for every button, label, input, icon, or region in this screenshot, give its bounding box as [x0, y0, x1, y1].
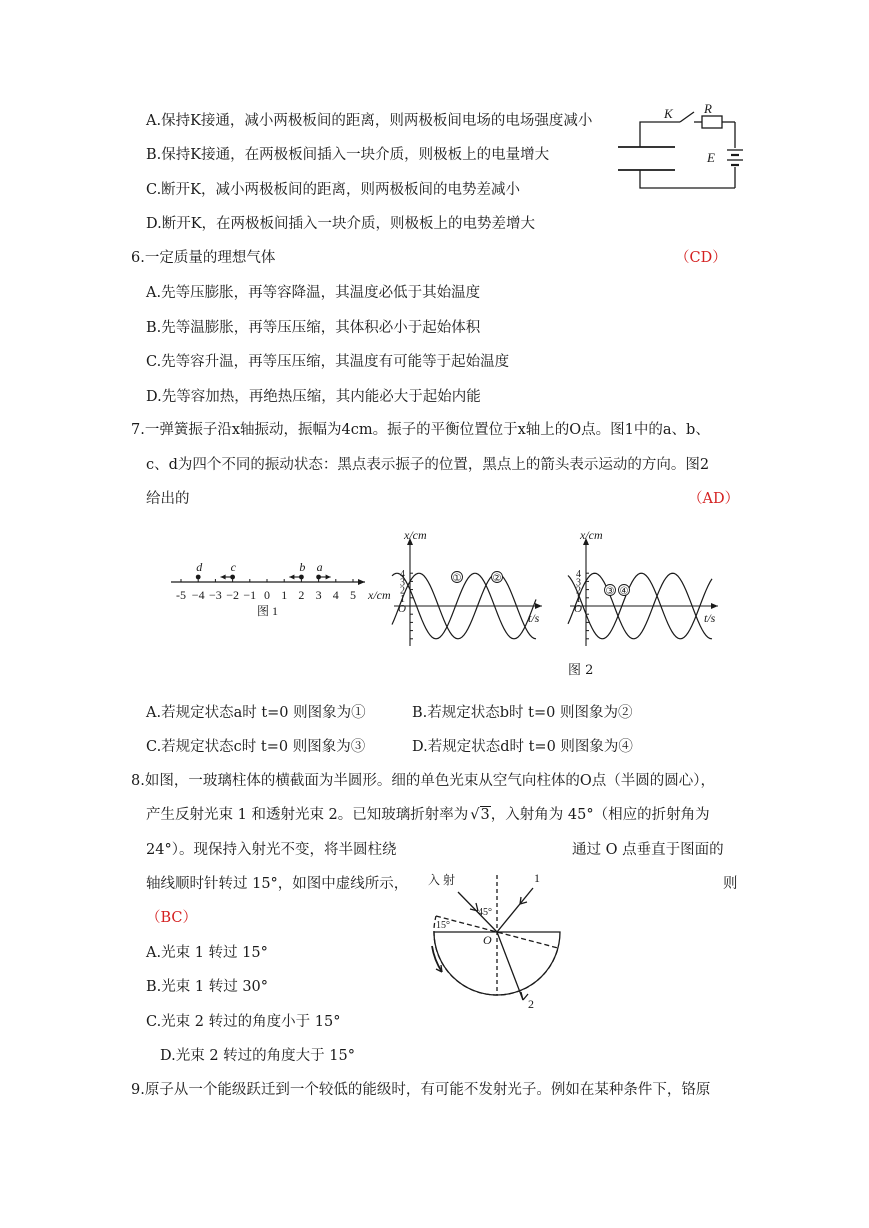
tick-label: 5 — [350, 588, 356, 602]
y-tick-label: 3 — [576, 577, 581, 589]
q8-stem-line4-start: 轴线顺时针转过 15°，如图中虚线所示， — [146, 876, 409, 892]
y-tick-label: 4 — [576, 569, 581, 581]
battery-label: E — [707, 150, 715, 165]
tick-label: 1 — [281, 588, 288, 602]
q6-answer: （CD） — [675, 250, 727, 266]
q5-option-d: D.断开K，在两极板间插入一块介质，则极板上的电势差增大 — [146, 216, 536, 232]
y-tick-label: 2 — [400, 585, 405, 597]
q7-option-c: C.若规定状态c时 t=0 则图象为③ — [146, 739, 366, 755]
tick-label: 3 — [315, 588, 322, 602]
q7-stem-line2: c、d为四个不同的振动状态：黑点表示振子的位置，黑点上的箭头表示运动的方向。图2 — [146, 457, 710, 473]
angle-15-label: 15° — [436, 920, 450, 931]
tick-label: −2 — [226, 588, 239, 602]
state-label-a: a — [316, 560, 323, 574]
y-axis-label: x/cm — [580, 528, 603, 542]
resistor-label: R — [704, 101, 712, 116]
q7-option-d: D.若规定状态d时 t=0 则图象为④ — [412, 739, 633, 755]
axis-arrowhead — [358, 579, 365, 585]
q8-answer: （BC） — [146, 910, 198, 926]
q8-stem-line2-start: 产生反射光束 1 和透射光束 2。已知玻璃折射率为 — [146, 807, 469, 823]
tick-label: -5 — [176, 588, 186, 602]
q5-option-a: A.保持K接通，减小两极板间的距离，则两极板间电场的电场强度减小 — [146, 113, 593, 129]
q5-option-c: C.断开K，减小两极板间的距离，则两极板间的电势差减小 — [146, 182, 521, 198]
figure-2-right-graph — [568, 528, 743, 658]
q7-option-b: B.若规定状态b时 t=0 则图象为② — [412, 705, 633, 721]
tick-label: 2 — [298, 588, 305, 602]
y-tick-label: 1 — [400, 593, 405, 605]
q7-answer: （AD） — [688, 491, 740, 507]
q8-stem-line3-end: 通过 O 点垂直于图面的 — [572, 842, 724, 858]
state-arrowhead-a — [326, 575, 331, 580]
beam-1-label: 1 — [534, 871, 540, 885]
q8-stem-line4-end: 则 — [723, 876, 738, 892]
tick-label: −1 — [243, 588, 257, 602]
curve-marker-label: ② — [492, 573, 502, 584]
q7-option-a: A.若规定状态a时 t=0 则图象为① — [146, 705, 366, 721]
t-axis-arrowhead — [535, 603, 542, 609]
state-label-c: c — [230, 560, 236, 574]
sqrt-radicand: 3 — [480, 807, 490, 823]
curve-marker-label: ① — [452, 573, 462, 584]
q6-option-a: A.先等压膨胀，再等容降温，其温度必低于其始温度 — [146, 285, 481, 301]
q8-stem-line2 — [146, 805, 710, 825]
q7-stem-line3: 给出的 — [146, 491, 190, 507]
t-axis-label: t/s — [704, 611, 716, 625]
figure-2-caption: 图 2 — [568, 663, 594, 678]
axis-label: x/cm — [368, 588, 391, 602]
state-arrowhead-c — [221, 575, 226, 580]
q6-stem: 6.一定质量的理想气体 — [131, 250, 276, 266]
tick-label: −4 — [191, 588, 205, 602]
semicircle-refraction-diagram — [420, 870, 580, 1010]
q5-option-b: B.保持K接通，在两极板间插入一块介质，则极板上的电量增大 — [146, 147, 550, 163]
state-arrowhead-b — [289, 575, 294, 580]
q6-option-d: D.先等容加热，再绝热压缩，其内能必大于起始内能 — [146, 389, 481, 405]
q8-option-a: A.光束 1 转过 15° — [146, 945, 268, 961]
q8-stem-line3-start: 24°）。现保持入射光不变，将半圆柱绕 — [146, 842, 397, 858]
incident-label: 入 射 — [428, 873, 456, 887]
state-label-b: b — [299, 560, 306, 574]
t-axis-arrowhead — [711, 603, 718, 609]
state-label-d: d — [196, 560, 203, 574]
y-axis-label: x/cm — [404, 528, 427, 542]
capacitor-circuit-diagram — [610, 100, 750, 210]
sqrt-sign-icon: √ — [470, 807, 480, 823]
y-tick-label: 2 — [576, 585, 581, 597]
beam-2-label: 2 — [528, 997, 534, 1011]
tick-label: 0 — [264, 588, 270, 602]
curve-marker-label: ③ — [605, 586, 615, 597]
origin-label: O — [574, 603, 582, 615]
y-tick-label: 4 — [400, 569, 405, 581]
y-tick-label: 3 — [400, 577, 405, 589]
q8-stem-line1: 8.如图，一玻璃柱体的横截面为半圆形。细的单色光束从空气向柱体的O点（半圆的圆心）， — [131, 773, 715, 789]
q6-option-c: C.先等容升温，再等压压缩，其温度有可能等于起始温度 — [146, 354, 510, 370]
q8-option-c: C.光束 2 转过的角度小于 15° — [146, 1014, 341, 1030]
figure-2-left-graph — [392, 528, 567, 658]
sqrt-expression — [470, 805, 490, 825]
q8-stem-line2-end: ，入射角为 45°（相应的折射角为 — [490, 807, 710, 823]
q8-option-b: B.光束 1 转过 30° — [146, 979, 269, 995]
origin-label: O — [398, 603, 406, 615]
q8-option-d: D.光束 2 转过的角度大于 15° — [160, 1048, 355, 1064]
q7-stem-line1: 7.一弹簧振子沿x轴振动，振幅为4cm。振子的平衡位置位于x轴上的O点。图1中的a、b、 — [131, 422, 710, 438]
figure-1-number-line — [165, 555, 395, 625]
angle-45-label: 45° — [478, 907, 492, 918]
state-point-d — [196, 575, 201, 580]
origin-o-label: O — [483, 933, 492, 947]
q9-stem-line1: 9.原子从一个能级跃迁到一个较低的能级时，有可能不发射光子。例如在某种条件下，铬原 — [131, 1082, 711, 1098]
figure-1-caption: 图 1 — [257, 604, 279, 618]
t-axis-label: t/s — [528, 611, 540, 625]
switch-label: K — [664, 106, 673, 121]
q6-option-b: B.先等温膨胀，再等压压缩，其体积必小于起始体积 — [146, 320, 481, 336]
tick-label: 4 — [332, 588, 339, 602]
tick-label: −3 — [209, 588, 222, 602]
curve-marker-label: ④ — [619, 586, 629, 597]
y-tick-label: 1 — [576, 593, 581, 605]
